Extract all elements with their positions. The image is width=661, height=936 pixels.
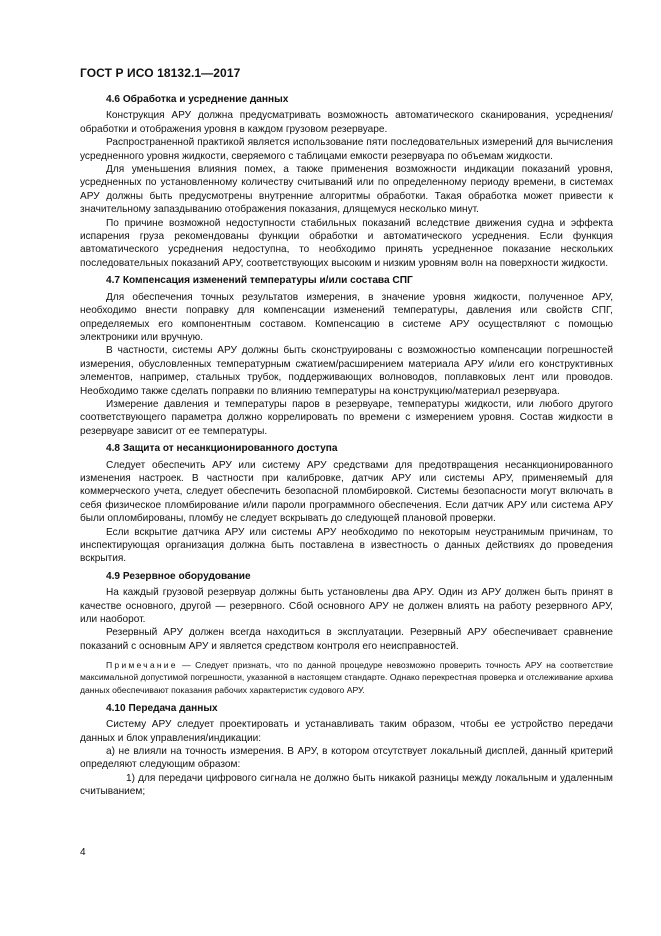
paragraph: На каждый грузовой резервуар должны быть установлены два АРУ. Один из АРУ должен быть принят в качестве основного, другой — резервного. Сбой основного АРУ не должен влиять на работу резервного АРУ, или наоборот. [80, 587, 613, 626]
note-text: — Следует признать, что по данной процедуре невозможно проверить точность АРУ на соответствие максимальной допустимой погрешности, указанной в настоящем стандарте. Однако перекрестная проверка и отслеживание архива данных обеспечивают показания рабочих характеристик судового АРУ. [80, 660, 613, 695]
section-heading: 4.6 Обработка и усреднение данных [106, 94, 289, 105]
paragraph: Для уменьшения влияния помех, а также применения возможности индикации показаний уровня, усредненных по установленному количеству считываний или по определенному периоду времени, в системах АРУ должны быть предусмотрены внутренние алгоритмы обработки. Такая обработка может привести к значительному запаздыванию отображения показания, длящемуся несколько минут. [80, 164, 613, 216]
sub-list-item: 1) для передачи цифрового сигнала не должно быть никакой разницы между локальным и удаленным считыванием; [80, 772, 613, 798]
section-heading: 4.10 Передача данных [106, 702, 218, 714]
paragraph: Измерение давления и температуры паров в резервуаре, температуры жидкости, или любого другого соответствующего параметра должно коррелировать по времени с измерением уровня. Состав жидкости в резервуаре зависит от ее температуры. [80, 398, 613, 437]
paragraph: Распространенной практикой является использование пяти последовательных измерений для вычисления усредненного уровня жидкости, сверяемого с таблицами емкости резервуара по объемам жидкости. [80, 137, 613, 162]
section-heading: 4.8 Защита от несанкционированного доступа [106, 443, 338, 455]
paragraph: Следует обеспечить АРУ или систему АРУ средствами для предотвращения несанкционированного изменения настроек. В частности при калибровке, датчик АРУ или системы АРУ, применяемый для коммерческого учета, следует обеспечить безопасной пломбировкой. Системы безопасности могут включать в себя физическое пломбирование и/или пароли программного обеспечения. Если датчик АРУ или система АРУ были опломбированы, пломбу не следует вскрывать до следующей плановой проверки. [80, 459, 613, 525]
paragraph: Если вскрытие датчика АРУ или системы АРУ необходимо по некоторым неустранимым причинам, то инспектирующая организация должна быть поставлена в известность о данных действиях до проведения вскрытия. [80, 526, 613, 565]
section-heading: 4.7 Компенсация изменений температуры и/или состава СПГ [106, 275, 413, 287]
page-number: 4 [80, 847, 86, 858]
page-body [80, 93, 613, 799]
paragraph: Систему АРУ следует проектировать и устанавливать таким образом, чтобы ее устройство передачи данных и блок управления/индикации: [80, 719, 613, 744]
paragraph: Конструкция АРУ должна предусматривать возможность автоматического сканирования, усреднения/обработки и отображения уровня в каждом грузовом резервуаре. [80, 110, 613, 135]
paragraph: Для обеспечения точных результатов измерения, в значение уровня жидкости, полученное АРУ, необходимо внести поправку для компенсации изменений температуры, давления или свойств СПГ, определяемых его компонентным составом. Компенсацию в системе АРУ осуществляют с помощью электроники или вручную. [80, 291, 613, 343]
page-header: ГОСТ Р ИСО 18132.1—2017 [80, 66, 241, 80]
paragraph: В частности, системы АРУ должны быть сконструированы с возможностью компенсации погрешностей измерения, обусловленных температурным сжатием/расширением материала АРУ и/или его конструктивных элементов, например, стальных трубок, поддерживающих волноводов, поплавковых лент или проводов. Необходимо также сделать поправки по влиянию температуры на конструкцию/материал резервуара. [80, 345, 613, 397]
list-item: а) не влияли на точность измерения. В АРУ, в котором отсутствует локальный дисплей, данный критерий определяют следующим образом: [80, 746, 613, 771]
section-heading: 4.9 Резервное оборудование [106, 570, 251, 582]
note [80, 659, 613, 696]
note-label: Примечание [106, 660, 178, 671]
paragraph: По причине возможной недоступности стабильных показаний вследствие движения судна и эффекта испарения груза рекомендованы функции обработки и автоматического усреднения. Если функция автоматического усреднения недоступна, то необходимо принять усредненное показание нескольких последовательных показаний АРУ, соответствующих высоким и низким уровням волн на поверхности жидкости. [80, 217, 613, 269]
paragraph: Резервный АРУ должен всегда находиться в эксплуатации. Резервный АРУ обеспечивает сравнение показаний с основным АРУ и является средством контроля его неисправностей. [80, 627, 613, 652]
